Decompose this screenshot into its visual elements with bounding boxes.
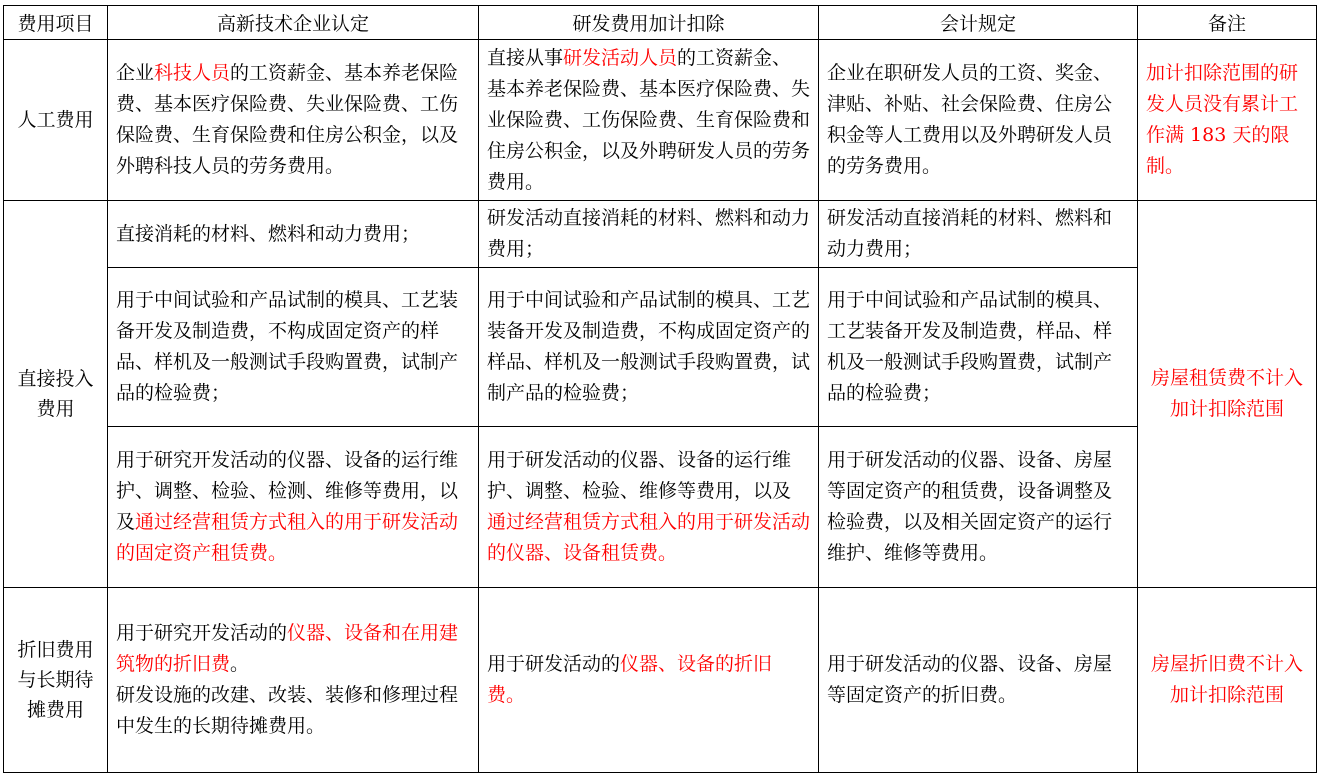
- labor-acct-cell: [819, 40, 1138, 201]
- expense-comparison-table: [3, 5, 1317, 773]
- labor-hte-cell: [108, 40, 479, 201]
- text-segment: 的工资薪金、基本养老保险费、基本医疗保险费、失业保险费、工伤保险费、生育保险费和住房公积金，以及外聘科技人员的劳务费用。: [116, 62, 459, 178]
- labor-note-cell: [1138, 40, 1317, 201]
- highlighted-text: 通过经营租赁方式租入的用于研发活动的固定资产租赁费。: [116, 511, 459, 565]
- highlighted-text: 研发活动人员: [563, 46, 678, 69]
- text-segment: 企业在职研发人员的工资、奖金、津贴、补贴、社会保险费、住房公积金等人工费用以及外聘研发人员的劳务费用。: [827, 62, 1113, 178]
- table-row-direct-equipment: [4, 427, 1317, 588]
- depreciation-note-cell: [1138, 588, 1317, 773]
- header-expense-item: 费用项目: [4, 6, 108, 40]
- text-segment: 。: [230, 653, 250, 675]
- direct-molds-hte-cell: [108, 268, 479, 427]
- table-row-labor: [4, 40, 1317, 201]
- table-row-direct-materials: [4, 201, 1317, 268]
- item-depreciation: 折旧费用与长期待摊费用: [4, 588, 108, 773]
- text-segment: 加计扣除范围的研发人员没有累计工作满 183 天的限制。: [1146, 62, 1299, 178]
- text-segment: 用于研究开发活动的仪器、设备的运行维护、调整、检验、检测、维修等费用，以及: [116, 449, 459, 534]
- item-labor: 人工费用: [4, 40, 108, 201]
- text-segment: 用于研发活动的仪器、设备、房屋等固定资产的租赁费，设备调整及检验费，以及相关固定资产的运行维护、维修等费用。: [827, 449, 1113, 565]
- highlighted-text: 科技人员: [154, 62, 231, 85]
- text-segment: 用于研发活动的仪器、设备的运行维护、调整、检验、维修等费用，以及: [487, 449, 792, 503]
- highlighted-text: 仪器、设备的折旧费。: [487, 653, 773, 706]
- text-segment: 用于中间试验和产品试制的模具、工艺装备开发及制造费，样品、样机及一般测试手段购置费，试制产品的检验费；: [827, 289, 1113, 405]
- depreciation-acct-cell: [819, 588, 1138, 773]
- table-row-direct-molds: [4, 268, 1317, 427]
- text-segment: 的工资薪金、基本养老保险费、基本医疗保险费、失业保险费、工伤保险费、生育保险费和住房公积金，以及外聘研发人员的劳务费用。: [487, 46, 811, 193]
- labor-rd-cell: [479, 40, 819, 201]
- direct-molds-acct-cell: [819, 268, 1138, 427]
- text-segment: 研发活动直接消耗的材料、燃料和动力费用；: [487, 207, 811, 261]
- header-accounting-rules: 会计规定: [819, 6, 1138, 40]
- text-segment: 用于研究开发活动的: [116, 622, 288, 644]
- text-segment: 房屋折旧费不计入加计扣除范围: [1150, 653, 1303, 706]
- depreciation-hte-cell: [108, 588, 479, 773]
- direct-materials-hte-cell: [108, 201, 479, 268]
- highlighted-text: 仪器、设备和在用建筑物的折旧费: [116, 622, 459, 675]
- direct-equipment-hte-cell: [108, 427, 479, 588]
- highlighted-text: 通过经营租赁方式租入的用于研发活动的仪器、设备租赁费。: [487, 511, 811, 565]
- text-segment: 用于研发活动的仪器、设备、房屋等固定资产的折旧费。: [827, 653, 1113, 706]
- item-direct-input: 直接投入费用: [4, 201, 108, 588]
- text-segment: 房屋租赁费不计入加计扣除范围: [1150, 367, 1303, 420]
- text-segment: 企业: [116, 62, 155, 85]
- text-segment: 用于中间试验和产品试制的模具、工艺装备开发及制造费，不构成固定资产的样品、样机及一般测试手段购置费，试制产品的检验费；: [116, 289, 459, 405]
- direct-equipment-acct-cell: [819, 427, 1138, 588]
- text-segment: 研发设施的改建、改装、装修和修理过程中发生的长期待摊费用。: [116, 684, 459, 737]
- direct-materials-rd-cell: [479, 201, 819, 268]
- text-segment: 用于中间试验和产品试制的模具、工艺装备开发及制造费，不构成固定资产的样品、样机及一般测试手段购置费，试制产品的检验费；: [487, 289, 811, 405]
- direct-equipment-rd-cell: [479, 427, 819, 588]
- header-rd-super-deduction: 研发费用加计扣除: [479, 6, 819, 40]
- direct-molds-rd-cell: [479, 268, 819, 427]
- direct-note-cell: [1138, 201, 1317, 588]
- depreciation-rd-cell: [479, 588, 819, 773]
- text-segment: 研发活动直接消耗的材料、燃料和动力费用；: [827, 207, 1113, 261]
- text-segment: 直接消耗的材料、燃料和动力费用；: [116, 222, 421, 245]
- header-hte-recognition: 高新技术企业认定: [108, 6, 479, 40]
- table-row-depreciation: [4, 588, 1317, 773]
- direct-materials-acct-cell: [819, 201, 1138, 268]
- table-header-row: [4, 6, 1317, 40]
- text-segment: 用于研发活动的: [487, 653, 621, 675]
- text-segment: 直接从事: [487, 46, 564, 69]
- header-remarks: 备注: [1138, 6, 1317, 40]
